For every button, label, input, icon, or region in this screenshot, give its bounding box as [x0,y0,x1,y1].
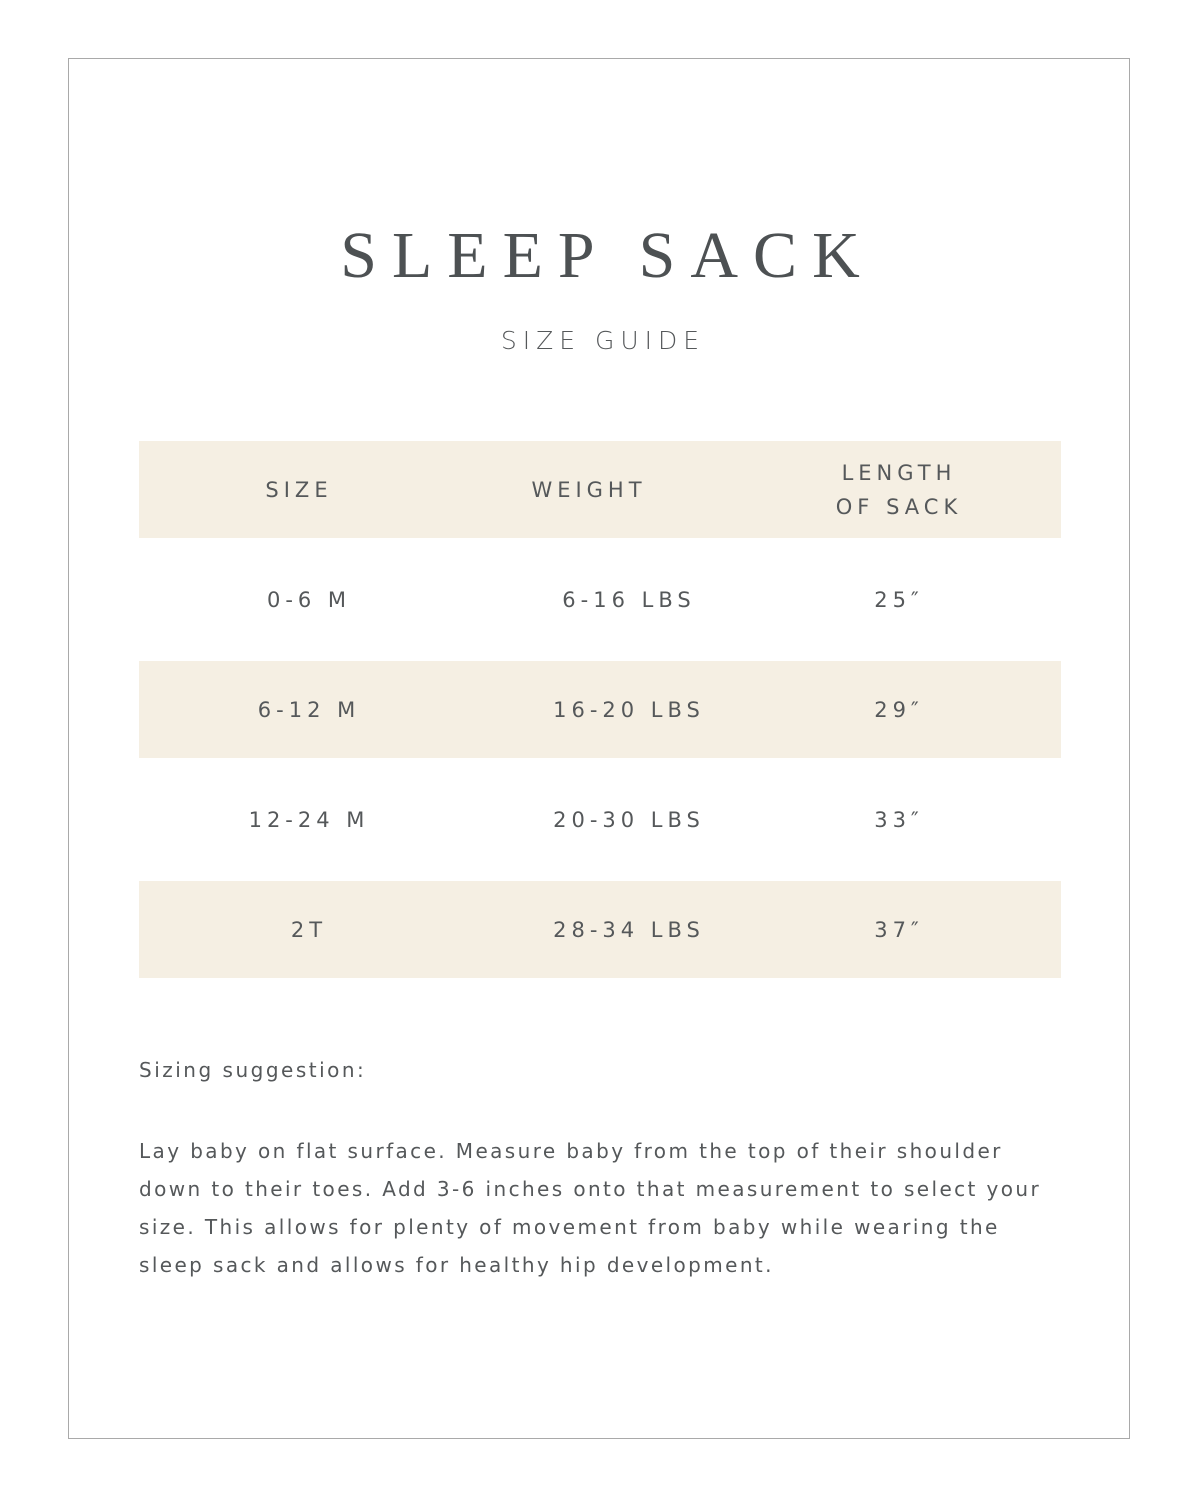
size-table [139,441,1061,978]
table-row [139,538,1061,661]
size-cell: 12-24 M [248,807,370,832]
weight-cell: 28-34 LBS [553,917,705,942]
table-row [139,661,1061,758]
column-header-size: SIZE [265,477,333,502]
length-cell: 37″ [874,917,924,942]
table-row [139,758,1061,881]
sizing-suggestion-text: Lay baby on flat surface. Measure baby from the top of their shoulder down to their toes. Add 3-6 inches onto that measurement to select your size. This allows for plenty of movement from baby while wearing the sleep sack and allows for healthy hip development. [139,1139,1042,1277]
weight-cell: 6-16 LBS [562,587,696,612]
size-cell: 0-6 M [266,587,352,612]
size-cell: 2T [290,917,328,942]
size-cell: 6-12 M [257,697,361,722]
length-cell: 33″ [874,807,924,832]
length-cell: 29″ [874,697,924,722]
length-cell: 25″ [874,587,924,612]
table-row [139,881,1061,978]
table-header-row [139,441,1061,538]
page-title: SLEEP SACK [340,219,875,292]
weight-cell: 16-20 LBS [553,697,705,722]
column-header-length: LENGTH OF SACK [835,460,963,519]
sizing-suggestion-label: Sizing suggestion: [139,1058,367,1082]
weight-cell: 20-30 LBS [553,807,705,832]
column-header-weight: WEIGHT [531,477,647,502]
page-subtitle: SIZE GUIDE [500,326,706,355]
